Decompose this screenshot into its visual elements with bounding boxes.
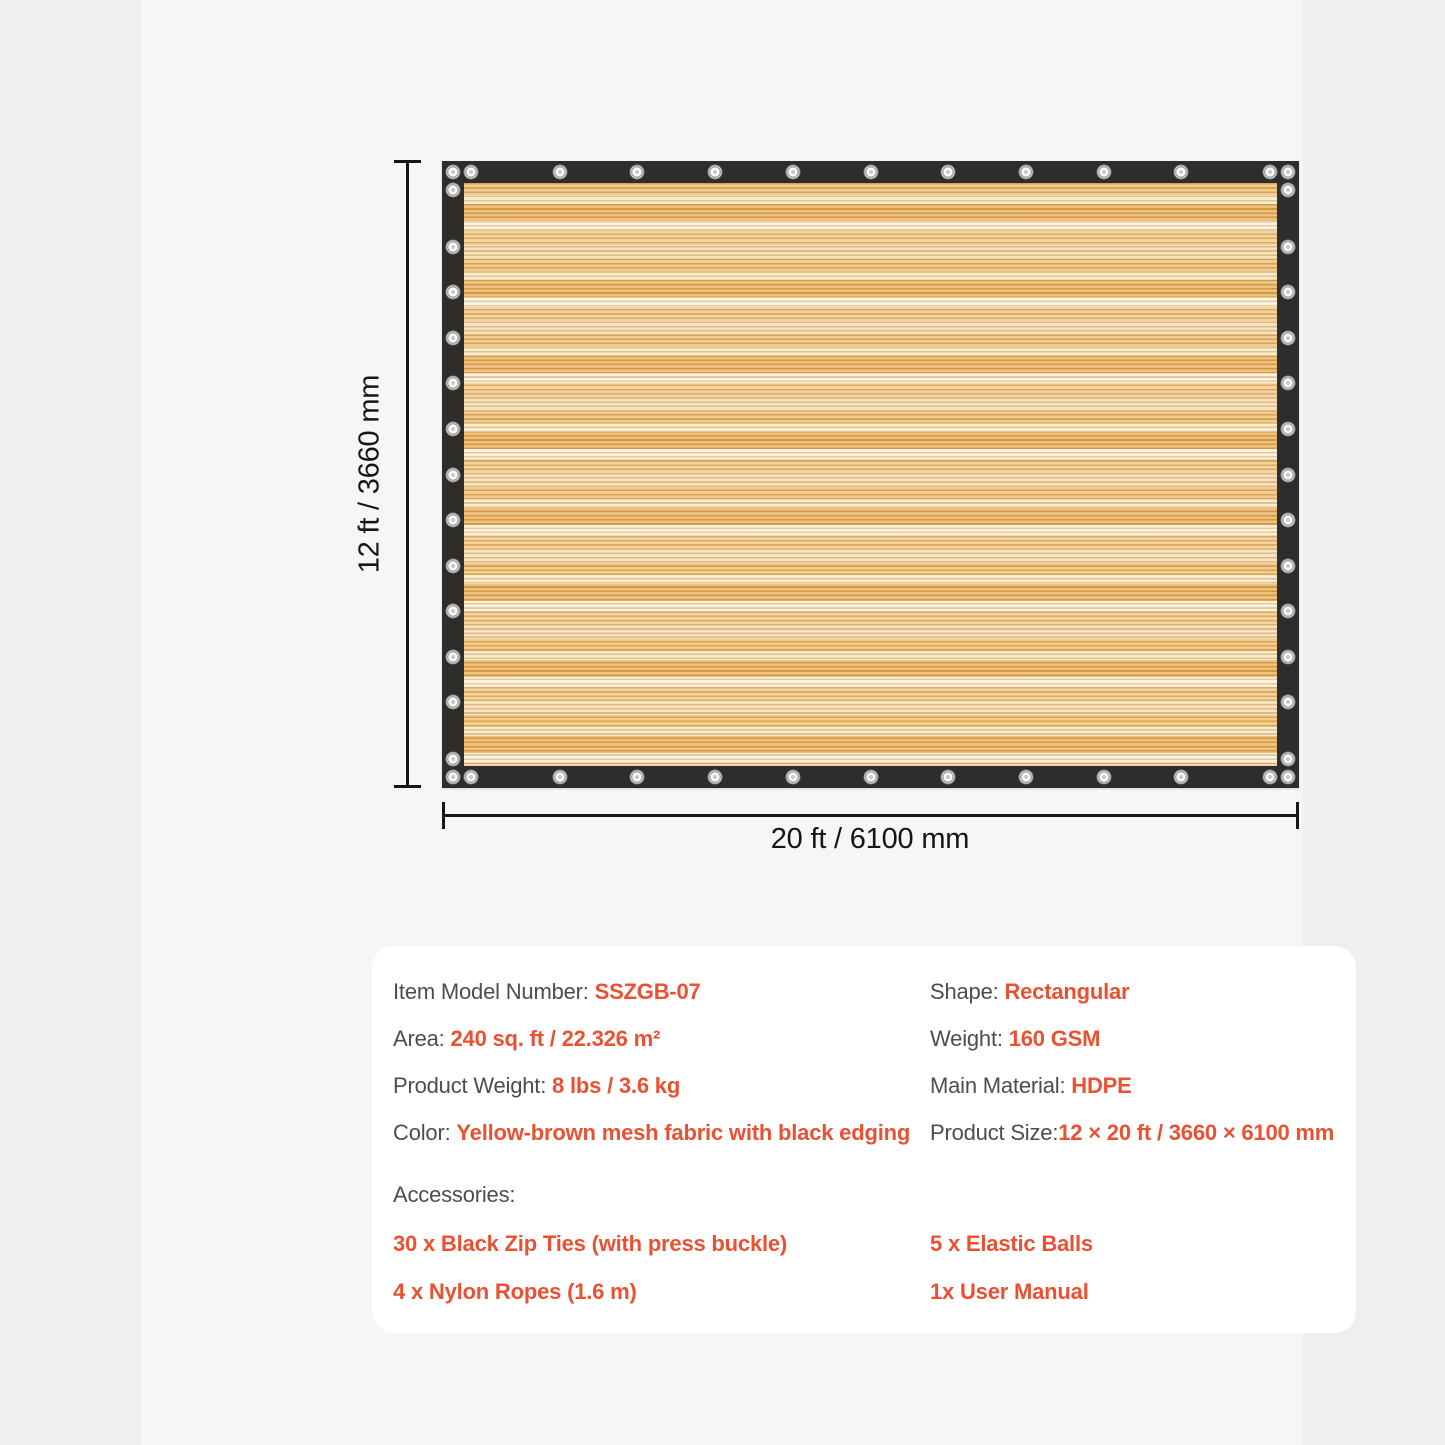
grommet-icon [1281, 558, 1296, 573]
grommet-icon [708, 770, 723, 785]
grommet-icon [446, 467, 461, 482]
grommet-icon [1018, 770, 1033, 785]
spec-shape [930, 979, 1129, 1005]
grommet-icon [1263, 770, 1278, 785]
spec-value: Yellow-brown mesh fabric with black edging [456, 1120, 911, 1145]
grommet-icon [1281, 770, 1296, 785]
grommet-icon [1281, 376, 1296, 391]
grommet-icon [941, 165, 956, 180]
spec-area [393, 1026, 660, 1052]
spec-value: HDPE [1071, 1073, 1132, 1098]
grommet-icon [863, 165, 878, 180]
grommet-icon [863, 770, 878, 785]
grommet-icon [446, 770, 461, 785]
grommet-icon [1281, 513, 1296, 528]
spec-label: Product Size: [930, 1120, 1059, 1145]
width-dimension-cap-right [1296, 802, 1299, 829]
spec-label: Weight: [930, 1026, 1009, 1051]
grommet-icon [1281, 330, 1296, 345]
grommet-icon [552, 165, 567, 180]
width-dimension-label: 20 ft / 6100 mm [770, 823, 970, 855]
grommet-icon [446, 695, 461, 710]
grommet-icon [630, 165, 645, 180]
spec-weight-gsm [930, 1026, 1100, 1052]
grommet-icon [464, 165, 479, 180]
spec-label: Item Model Number: [393, 979, 595, 1004]
spec-label: Product Weight: [393, 1073, 553, 1098]
grommet-icon [1281, 604, 1296, 619]
spec-product-size [930, 1120, 1334, 1146]
height-dimension-label: 12 ft / 3660 mm [353, 374, 386, 574]
grommet-icon [1281, 649, 1296, 664]
grommet-icon [1281, 165, 1296, 180]
grommet-icon [446, 183, 461, 198]
grommet-icon [1281, 467, 1296, 482]
accessory-zip-ties: 30 x Black Zip Ties (with press buckle) [393, 1231, 788, 1256]
spec-value: 12 × 20 ft / 3660 × 6100 mm [1058, 1120, 1335, 1145]
grommet-icon [708, 165, 723, 180]
height-dimension-cap-top [394, 160, 421, 163]
grommet-icon [1174, 770, 1189, 785]
grommet-icon [1281, 421, 1296, 436]
accessories-title: Accessories: [393, 1182, 516, 1207]
spec-value: 240 sq. ft / 22.326 m² [450, 1026, 661, 1051]
grommet-icon [1096, 165, 1111, 180]
spec-value: Rectangular [1004, 979, 1130, 1004]
grommet-icon [1281, 752, 1296, 767]
shade-cloth-image [442, 161, 1299, 788]
spec-color [393, 1120, 910, 1146]
grommet-icon [446, 376, 461, 391]
accessory-user-manual: 1x User Manual [930, 1279, 1089, 1304]
spec-value: SSZGB-07 [594, 979, 701, 1004]
grommet-icon [446, 330, 461, 345]
grommet-icon [446, 285, 461, 300]
grommet-icon [446, 752, 461, 767]
grommet-icon [1281, 239, 1296, 254]
height-dimension-cap-bottom [394, 785, 421, 788]
spec-product-weight [393, 1073, 680, 1099]
width-dimension-cap-left [442, 802, 445, 829]
grommet-icon [1263, 165, 1278, 180]
grommet-icon [446, 649, 461, 664]
accessory-nylon-ropes: 4 x Nylon Ropes (1.6 m) [393, 1279, 637, 1304]
spec-label: Main Material: [930, 1073, 1072, 1098]
grommet-icon [446, 239, 461, 254]
spec-main-material [930, 1073, 1132, 1099]
spec-item-model-number [393, 979, 701, 1005]
spec-card [372, 946, 1356, 1333]
mesh-fabric-texture [464, 183, 1277, 766]
grommet-icon [785, 770, 800, 785]
grommet-icon [630, 770, 645, 785]
image-canvas [142, 0, 1335, 1445]
grommet-icon [1281, 285, 1296, 300]
accessory-elastic-balls: 5 x Elastic Balls [930, 1231, 1093, 1256]
grommet-icon [1281, 695, 1296, 710]
spec-label: Color: [393, 1120, 457, 1145]
grommet-icon [941, 770, 956, 785]
grommet-icon [464, 770, 479, 785]
spec-value: 160 GSM [1008, 1026, 1101, 1051]
width-dimension-line [442, 814, 1299, 817]
spec-label: Shape: [930, 979, 1005, 1004]
grommet-icon [552, 770, 567, 785]
grommet-icon [446, 558, 461, 573]
grommet-icon [1174, 165, 1189, 180]
spec-label: Area: [393, 1026, 451, 1051]
grommet-icon [446, 604, 461, 619]
spec-value: 8 lbs / 3.6 kg [552, 1073, 681, 1098]
grommet-icon [446, 165, 461, 180]
grommet-icon [1018, 165, 1033, 180]
grommet-icon [1281, 183, 1296, 198]
grommet-icon [446, 421, 461, 436]
height-dimension-line [406, 161, 409, 788]
grommet-icon [446, 513, 461, 528]
grommet-icon [785, 165, 800, 180]
grommet-icon [1096, 770, 1111, 785]
